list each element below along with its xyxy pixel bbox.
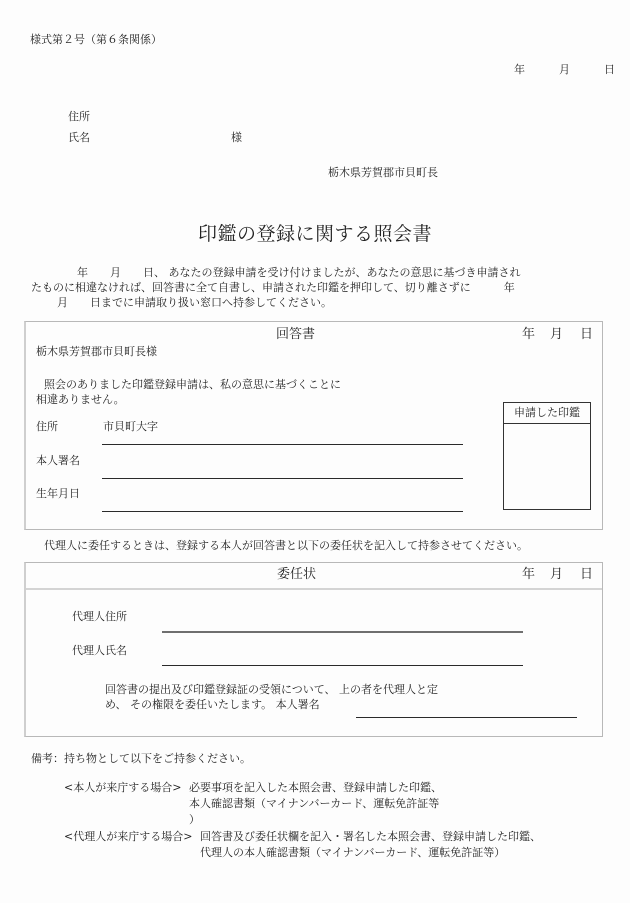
remarks-proxy-case-line-2: 代理人の本人確認書類（マイナンバーカード、運転免許証等） <box>200 846 506 859</box>
proxy-name-label: 代理人氏名 <box>72 644 127 657</box>
header-date-day: 日 <box>604 63 615 76</box>
remarks-self-case-line-1: 必要事項を記入した本照会書、登録申請した印鑑、 <box>189 781 442 794</box>
document-title: 印鑑の登録に関する照会書 <box>197 223 432 245</box>
remarks-heading: 備考：持ち物として以下をご持参ください。 <box>31 752 251 765</box>
seal-box-label: 申請した印鑑 <box>504 403 590 424</box>
remarks-proxy-case-line-1: 回答書及び委任状欄を記入・署名した本照会書、登録申請した印鑑、 <box>200 830 541 843</box>
form-number: 様式第２号（第６条関係） <box>30 33 162 46</box>
reply-date-day: 日 <box>580 327 594 342</box>
reply-statement-line-1: 照会のありました印鑑登録申請は、私の意思に基づくことに <box>44 378 341 391</box>
delegation-header-divider <box>26 588 602 590</box>
addressee-name-label: 氏名 <box>68 131 90 144</box>
reply-statement-line-2: 相違ありません。 <box>36 393 125 406</box>
reply-date-year: 年 <box>522 327 536 342</box>
remarks-self-case-line-2: 本人確認書類（マイナンバーカード、運転免許証等 <box>189 797 440 810</box>
delegation-signature-input-line[interactable] <box>356 717 577 718</box>
reply-signature-label: 本人署名 <box>36 454 80 467</box>
proxy-address-input-line[interactable] <box>162 631 523 633</box>
header-date-month: 月 <box>559 63 570 76</box>
reply-date-month: 月 <box>550 327 564 342</box>
delegation-date-year: 年 <box>522 567 536 582</box>
delegation-date-month: 月 <box>550 567 564 582</box>
reply-birthdate-label: 生年月日 <box>36 487 80 500</box>
reply-address-label: 住所 <box>36 420 58 433</box>
proxy-name-input-line[interactable] <box>162 665 523 666</box>
reply-addressee: 栃木県芳賀郡市貝町長様 <box>36 345 157 358</box>
remarks-self-case-line-3: ） <box>189 813 200 826</box>
intro-line-2: たものに相違なければ、回答書に全て自書し、申請された印鑑を押印して、切り離さずに 年 <box>31 281 515 294</box>
delegation-date-day: 日 <box>580 567 594 582</box>
header-date-year: 年 <box>514 63 525 76</box>
reply-signature-input-line[interactable] <box>102 478 463 479</box>
addressee-honorific: 様 <box>231 131 242 144</box>
intro-line-3: 月 日までに申請取り扱い窓口へ持参してください。 <box>57 296 332 309</box>
intro-line-1: 年 月 日、 あなたの登録申請を受け付けましたが、あなたの意思に基づき申請され <box>77 266 521 279</box>
reply-title: 回答書 <box>276 327 316 342</box>
remarks-self-case-label: <本人が来庁する場合> <box>64 781 182 794</box>
remarks-proxy-case-label: <代理人が来庁する場合> <box>64 830 193 843</box>
delegation-statement-line-1: 回答書の提出及び印鑑登録証の受領について、 上の者を代理人と定 <box>105 683 439 696</box>
seal-stamp-box[interactable] <box>503 402 591 510</box>
reply-birthdate-input-line[interactable] <box>102 511 463 512</box>
proxy-address-label: 代理人住所 <box>72 610 127 623</box>
proxy-note: 代理人に委任するときは、登録する本人が回答書と以下の委任状を記入して持参させてください。 <box>44 539 528 552</box>
reply-address-prefill: 市貝町大字 <box>103 420 158 433</box>
reply-address-input-line[interactable] <box>102 444 463 445</box>
delegation-title: 委任状 <box>277 567 317 582</box>
delegation-statement-line-2: め、 その権限を委任いたします。 本人署名 <box>105 698 320 711</box>
issuer-name: 栃木県芳賀郡市貝町長 <box>328 166 438 179</box>
addressee-address-label: 住所 <box>68 110 90 123</box>
